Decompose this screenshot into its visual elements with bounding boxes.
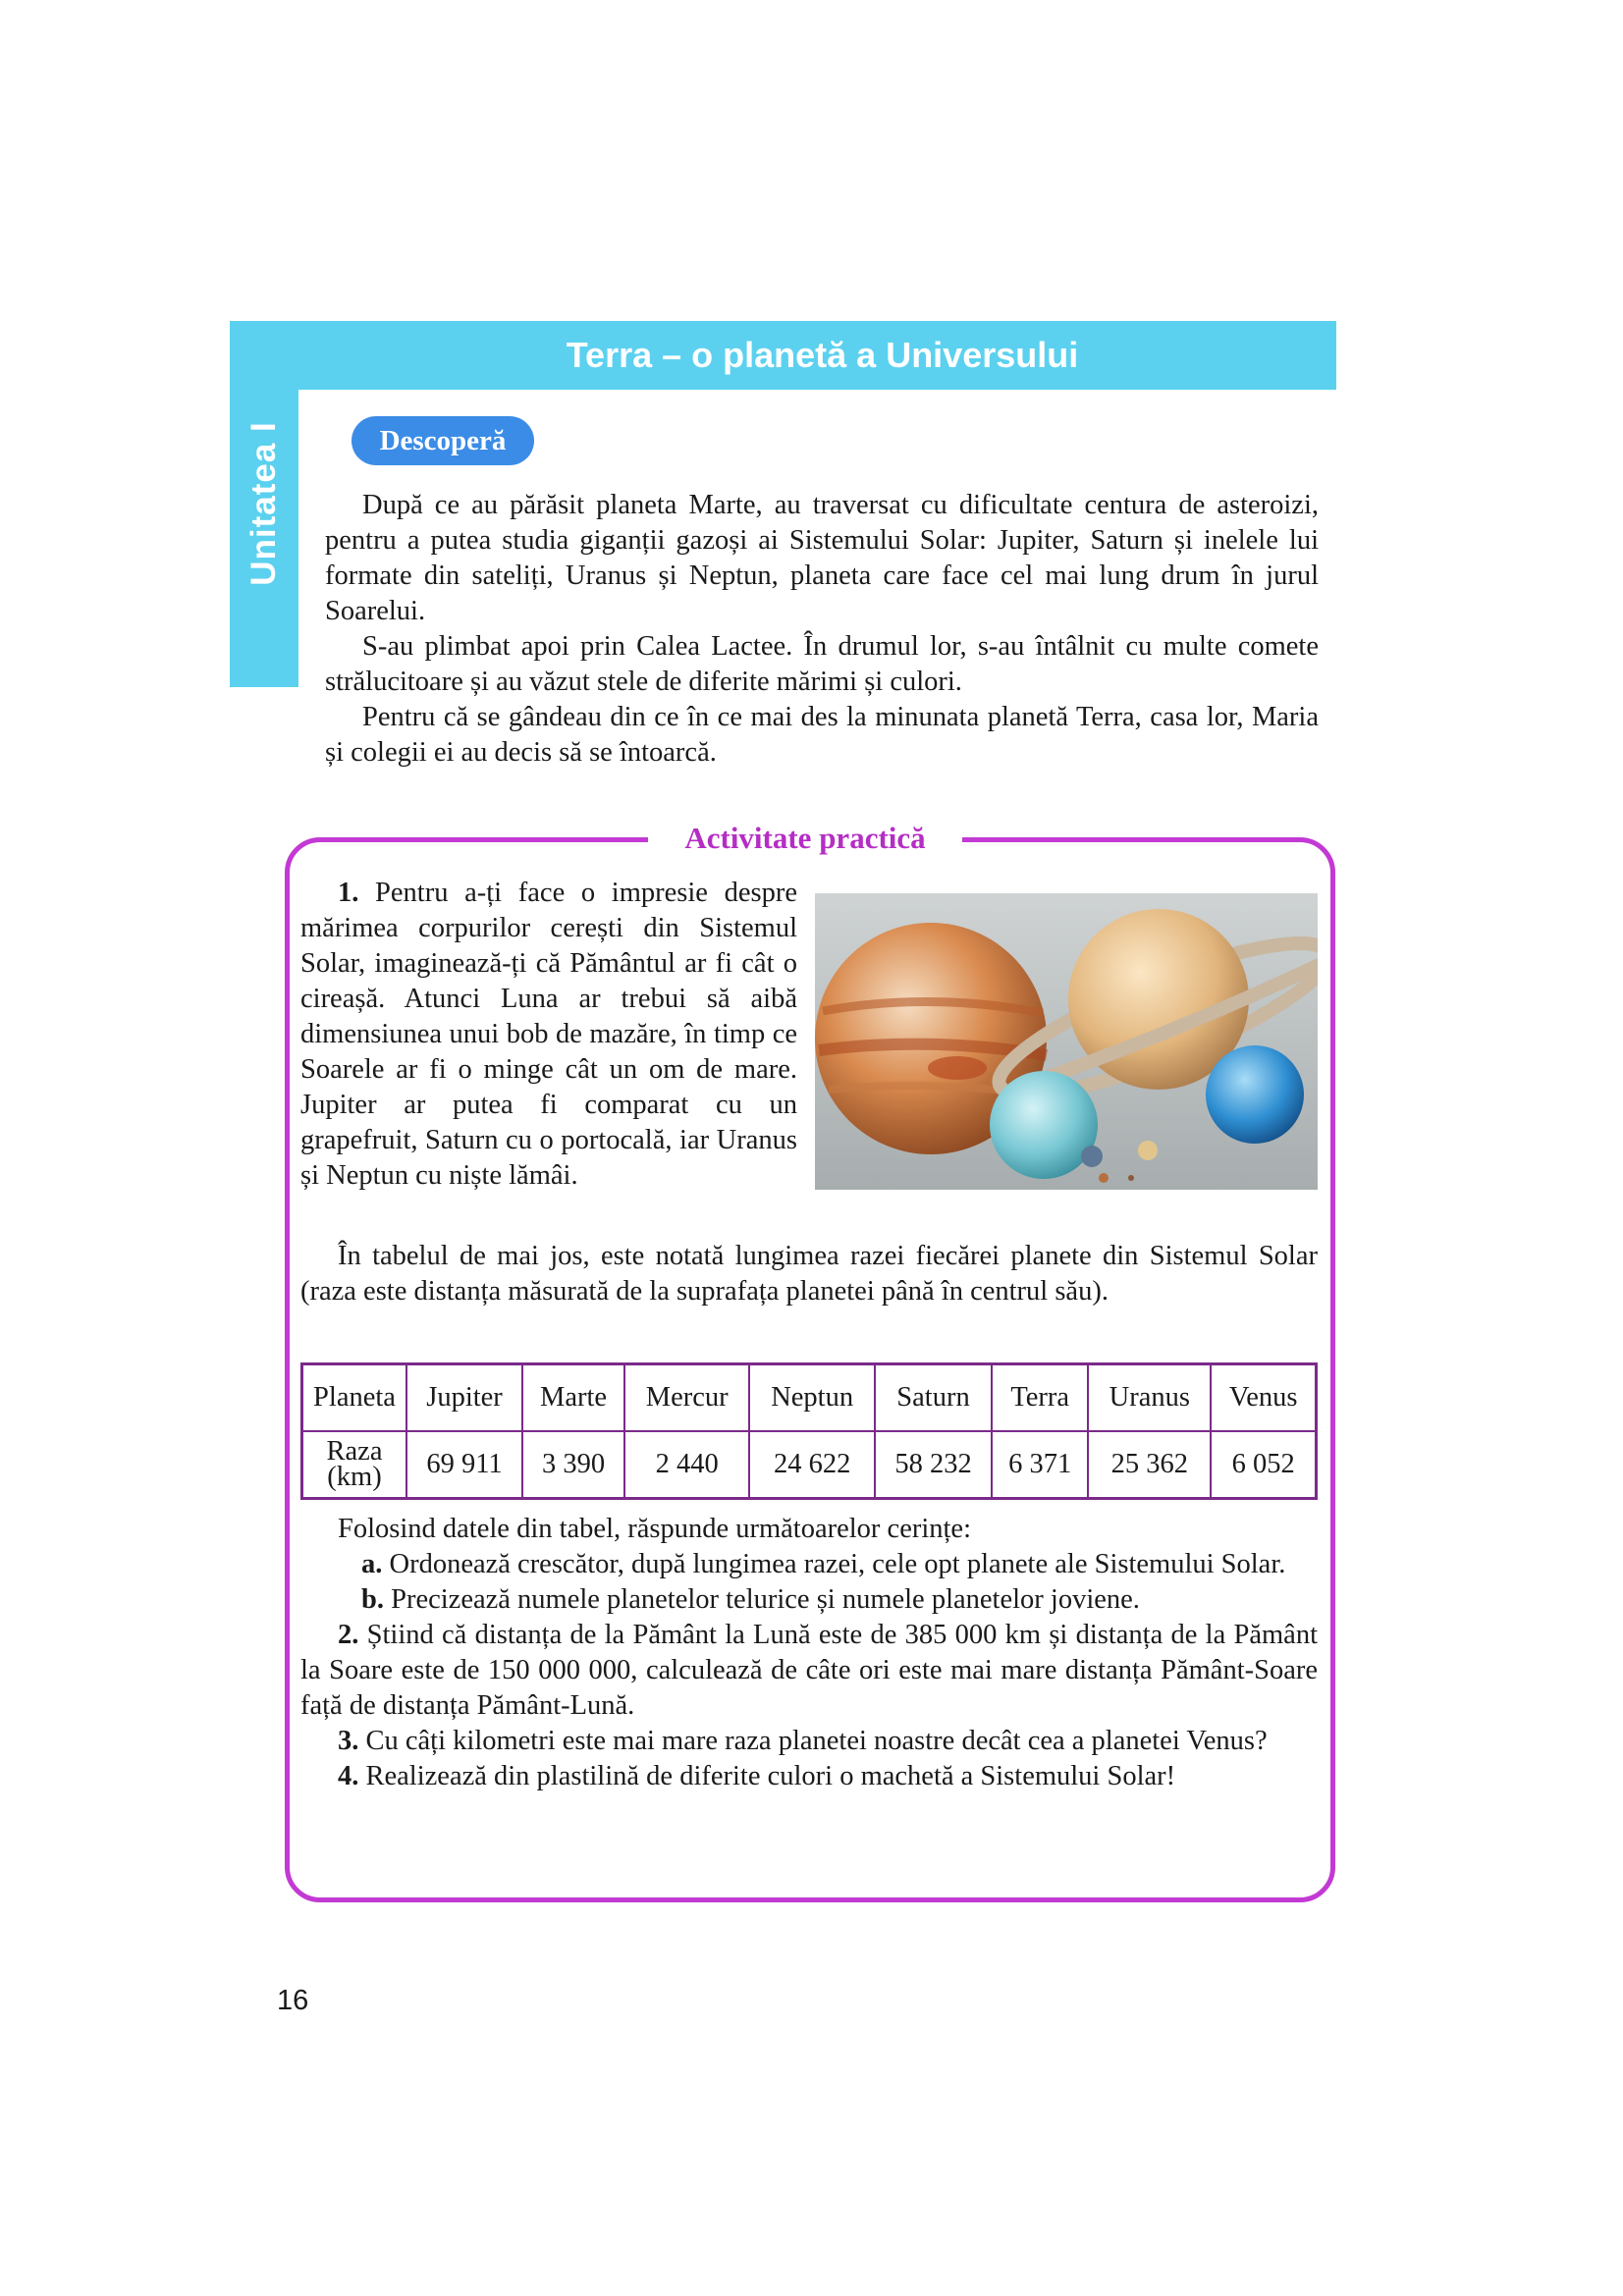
table-cell: Uranus bbox=[1088, 1364, 1211, 1432]
activity-title: Activitate practică bbox=[648, 818, 962, 859]
table-cell: 24 622 bbox=[749, 1431, 874, 1499]
table-header-cell bbox=[302, 1431, 407, 1499]
discover-badge: Descoperă bbox=[352, 416, 534, 465]
question-text: Realizează din plastilină de diferite culori o machetă a Sistemului Solar! bbox=[358, 1761, 1176, 1791]
question-3 bbox=[300, 1724, 1318, 1759]
item-number: 1. bbox=[338, 878, 359, 908]
question-4 bbox=[300, 1759, 1318, 1794]
table-header-cell: Planeta bbox=[302, 1364, 407, 1432]
task-label: b. bbox=[361, 1584, 384, 1615]
discover-paragraph: După ce au părăsit planeta Marte, au traversat cu dificultate centura de asteroizi, pentru a putea studia giganții gazoși ai Sistemului Solar: Jupiter, Saturn și inelele lui formate din sateliți, Uranus și Neptun, planeta care face cel mai lung drum în jurul Soarelui. bbox=[325, 490, 1319, 626]
unit-side-tab bbox=[230, 321, 298, 687]
instructions: Folosind datele din tabel, răspunde următoarelor cerințe: bbox=[338, 1514, 971, 1544]
item-text: Pentru a-ți face o impresie despre mărimea corpurilor cerești din Sistemul Solar, imaginează-ți că Pământul ar fi cât o cireașă. Atunci Luna ar trebui să aibă dimensiunea unui bob de mazăre, în timp ce Soarele ar fi o minge cât un om de mare. Jupiter ar putea fi comparat cu un grapefruit, Saturn cu o portocală, iar Uranus și Neptun cu niște lămâi. bbox=[300, 878, 797, 1191]
table-cell: 58 232 bbox=[875, 1431, 992, 1499]
discover-paragraph: S-au plimbat apoi prin Calea Lactee. În drumul lor, s-au întâlnit cu multe comete strălucitoare și au văzut stele de diferite mărimi și culori. bbox=[325, 631, 1319, 697]
question-number: 2. bbox=[338, 1620, 359, 1650]
table-cell: 25 362 bbox=[1088, 1431, 1211, 1499]
question-number: 3. bbox=[338, 1726, 359, 1756]
question-2 bbox=[300, 1618, 1318, 1724]
page-number: 16 bbox=[277, 1985, 309, 2016]
table-cell: Jupiter bbox=[406, 1364, 522, 1432]
row-label: Raza bbox=[326, 1436, 383, 1467]
task-label: a. bbox=[361, 1549, 383, 1579]
question-number: 4. bbox=[338, 1761, 359, 1791]
table-cell: 6 052 bbox=[1211, 1431, 1316, 1499]
table-cell: 69 911 bbox=[406, 1431, 522, 1499]
question-text: Știind că distanța de la Pământ la Lună este de 385 000 km și distanța de la Pământ la Soare este de 150 000 000, calculează de câte ori este mai mare distanța Pământ-Soare față de distanța Pământ-Lună. bbox=[300, 1620, 1318, 1721]
title-corner bbox=[298, 390, 338, 429]
task-b bbox=[300, 1582, 1318, 1618]
discover-text bbox=[325, 488, 1319, 771]
table-cell: Saturn bbox=[875, 1364, 992, 1432]
task-text: Precizează numele planetelor telurice și numele planetelor joviene. bbox=[383, 1584, 1140, 1615]
table-cell: 3 390 bbox=[522, 1431, 624, 1499]
table-cell: Venus bbox=[1211, 1364, 1316, 1432]
table-cell: Neptun bbox=[749, 1364, 874, 1432]
table-cell: Mercur bbox=[624, 1364, 749, 1432]
table-cell: 2 440 bbox=[624, 1431, 749, 1499]
discover-paragraph: Pentru că se gândeau din ce în ce mai des la minunata planetă Terra, casa lor, Maria și colegii ei au decis să se întoarcă. bbox=[325, 702, 1319, 768]
table-cell: Terra bbox=[992, 1364, 1088, 1432]
table-row bbox=[302, 1364, 1317, 1432]
row-unit: (km) bbox=[327, 1462, 382, 1492]
solar-system-photo bbox=[815, 893, 1318, 1190]
table-intro: În tabelul de mai jos, este notată lungimea razei fiecărei planete din Sistemul Solar (raza este distanța măsurată de la suprafața planetei până în centrul său). bbox=[300, 1241, 1318, 1307]
task-text: Ordonează crescător, după lungimea razei, cele opt planete ale Sistemului Solar. bbox=[382, 1549, 1286, 1579]
table-row bbox=[302, 1431, 1317, 1499]
page-title: Terra – o planetă a Universului bbox=[230, 321, 1336, 390]
task-a bbox=[300, 1547, 1318, 1582]
planet-radius-table bbox=[300, 1362, 1318, 1500]
activity-item-1 bbox=[300, 876, 797, 1194]
question-text: Cu câți kilometri este mai mare raza planetei noastre decât cea a planetei Venus? bbox=[358, 1726, 1268, 1756]
activity-questions bbox=[300, 1512, 1318, 1794]
table-cell: Marte bbox=[522, 1364, 624, 1432]
table-cell: 6 371 bbox=[992, 1431, 1088, 1499]
unit-label: Unitatea I bbox=[244, 421, 283, 586]
